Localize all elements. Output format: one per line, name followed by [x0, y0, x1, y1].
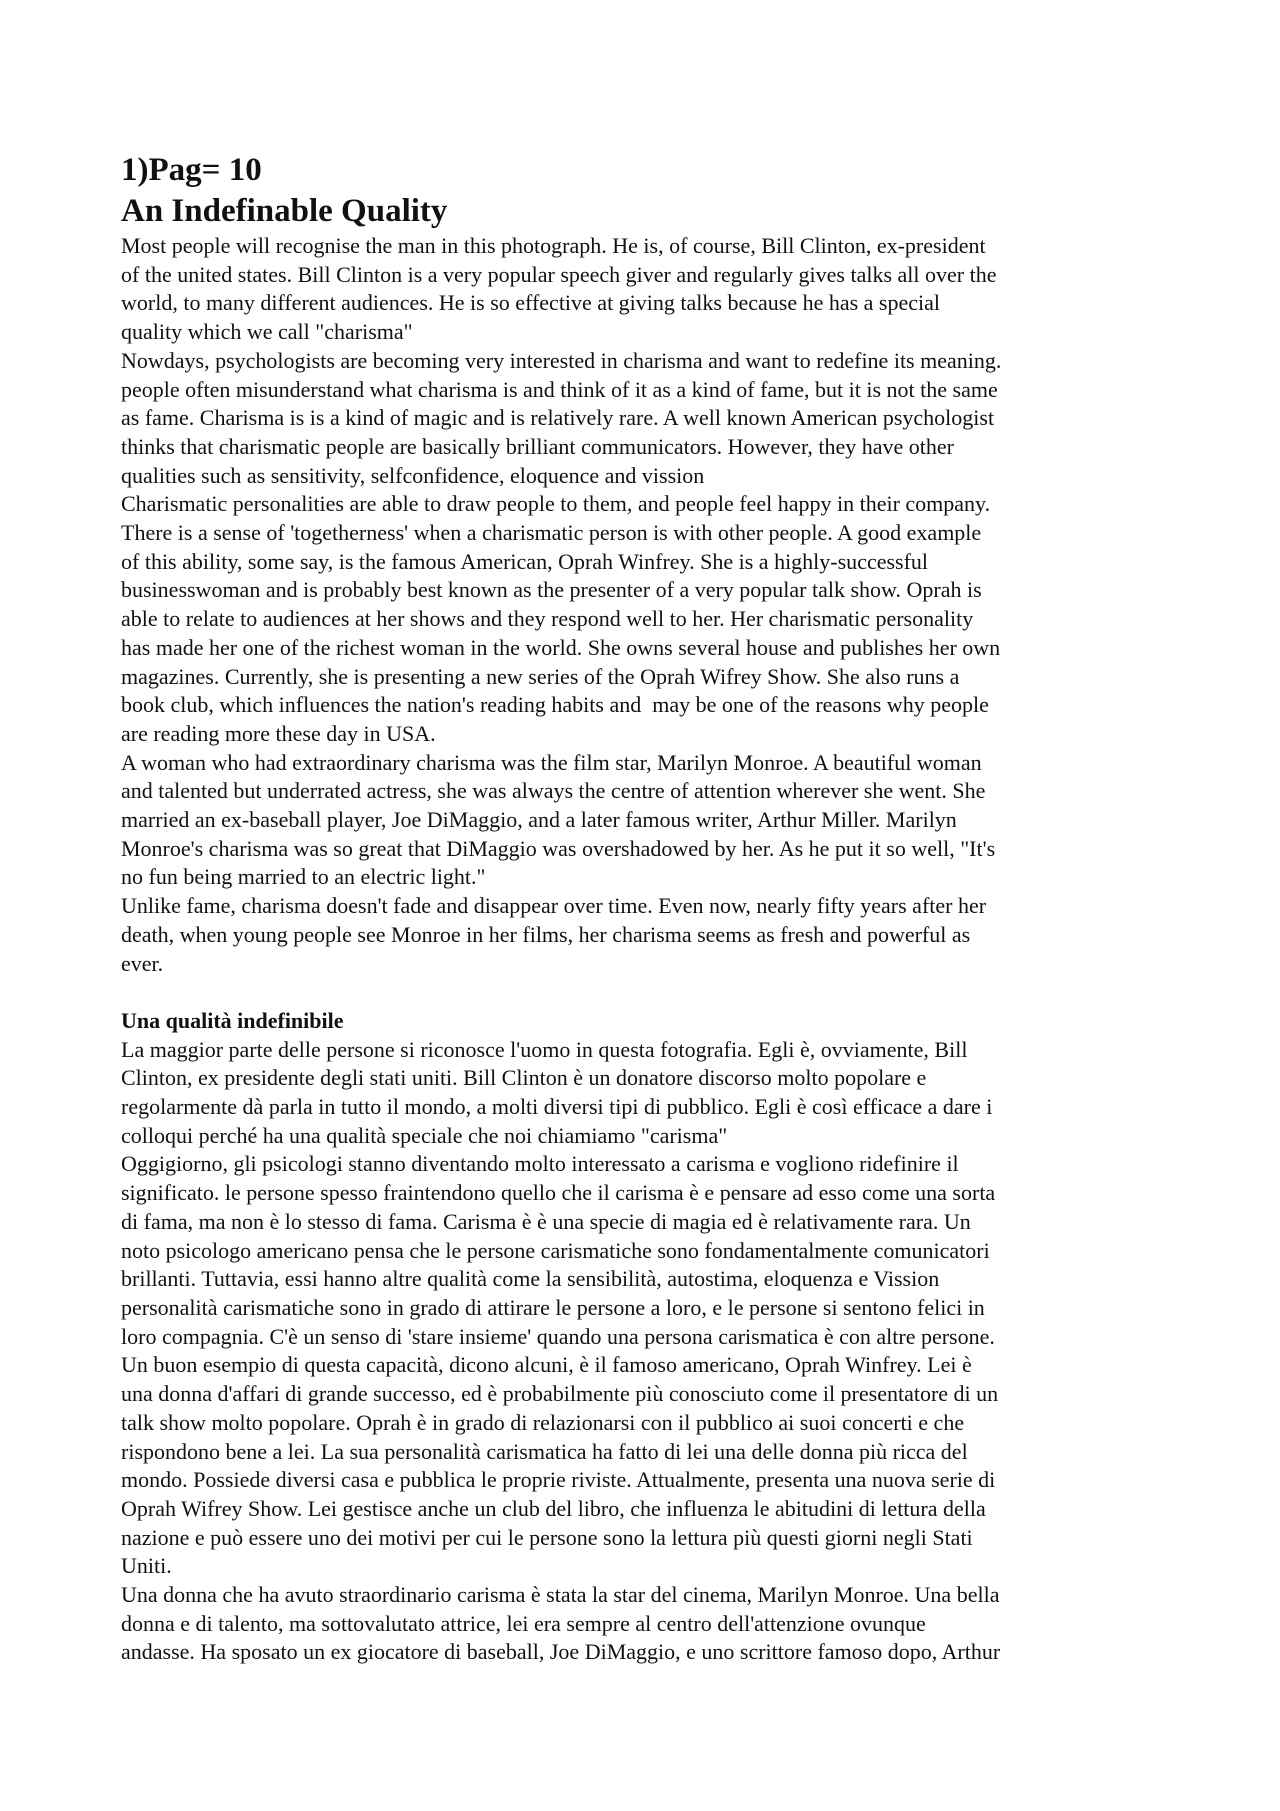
english-title: An Indefinable Quality: [121, 193, 448, 229]
english-paragraph: Nowdays, psychologists are becoming very interested in charisma and want to redefine its meaning. people often misunderstand what charisma is and think of it as a kind of fame, but it is not the same as fame. Charisma is is a kind of magic and is relatively rare. A well known American psychologist thinks that charismatic people are basically brilliant communicators. However, they have other qualities such as sensitivity, selfconfidence, eloquence and vission: [121, 347, 1002, 488]
english-paragraph: Charismatic personalities are able to draw people to them, and people feel happy in their company. There is a sense of 'togetherness' when a charismatic person is with other people. A good example of this ability, some say, is the famous American, Oprah Winfrey. She is a highly-successful businesswoman and is probably best known as the presenter of a very popular talk show. Oprah is able to relate to audiences at her shows and they respond well to her. Her charismatic personality has made her one of the richest woman in the world. She owns several house and publishes her own magazines. Currently, she is presenting a new series of the Oprah Wifrey Show. She also runs a book club, which influences the nation's reading habits and may be one of the reasons why people are reading more these day in USA.: [121, 491, 1001, 746]
document-page: [121, 150, 1161, 1667]
page-reference-heading: 1)Pag= 10: [121, 152, 262, 188]
english-paragraph: Most people will recognise the man in this photograph. He is, of course, Bill Clinton, ex-president of the united states. Bill Clinton is a very popular speech giver and regularly gives talks all over the world, to many different audiences. He is so effective at giving talks because he has a special quality which we call "charisma": [121, 233, 997, 345]
english-paragraph: Unlike fame, charisma doesn't fade and disappear over time. Even now, nearly fifty years after her death, when young people see Monroe in her films, her charisma seems as fresh and powerful as ever.: [121, 893, 987, 976]
italian-paragraph: Una donna che ha avuto straordinario carisma è stata la star del cinema, Marilyn Monroe. Una bella donna e di talento, ma sottovalutato attrice, lei era sempre al centro dell'attenzione ovunque andasse. Ha sposato un ex giocatore di baseball, Joe DiMaggio, e uno scrittore famoso dopo, Arthur: [121, 1582, 1001, 1665]
italian-title: Una qualità indefinibile: [121, 1007, 344, 1033]
italian-paragraph: La maggior parte delle persone si riconosce l'uomo in questa fotografia. Egli è, ovviamente, Bill Clinton, ex presidente degli stati uniti. Bill Clinton è un donatore discorso molto popolare e regolarmente dà parla in tutto il mondo, a molti diversi tipi di pubblico. Egli è così efficace a dare i colloqui perché ha una qualità speciale che noi chiamiamo "carisma": [121, 1036, 993, 1148]
english-paragraph: A woman who had extraordinary charisma was the film star, Marilyn Monroe. A beautiful woman and talented but underrated actress, she was always the centre of attention wherever she went. She married an ex-baseball player, Joe DiMaggio, and a later famous writer, Arthur Miller. Marilyn Monroe's charisma was so great that DiMaggio was overshadowed by her. As he put it so well, "It's no fun being married to an electric light.": [121, 749, 996, 890]
italian-paragraph: Oggigiorno, gli psicologi stanno diventando molto interessato a carisma e vogliono ridefinire il significato. le persone spesso fraintendono quello che il carisma è e pensare ad esso come una sorta di fama, ma non è lo stesso di fama. Carisma è è una specie di magia ed è relativamente rara. Un noto psicologo americano pensa che le persone carismatiche sono fondamentalmente comunicatori brillanti. Tuttavia, essi hanno altre qualità come la sensibilità, autostima, eloquenza e Vission personalità carismatiche sono in grado di attirare le persone a loro, e le persone si sentono felici in loro compagnia. C'è un senso di 'stare insieme' quando una persona carismatica è con altre persone. Un buon esempio di questa capacità, dicono alcuni, è il famoso americano, Oprah Winfrey. Lei è una donna d'affari di grande successo, ed è probabilmente più conosciuto come il presentatore di un talk show molto popolare. Oprah è in grado di relazionarsi con il pubblico ai suoi concerti e che rispondono bene a lei. La sua personalità carismatica ha fatto di lei una delle donna più ricca del mondo. Possiede diversi casa e pubblica le proprie riviste. Attualmente, presenta una nuova serie di Oprah Wifrey Show. Lei gestisce anche un club del libro, che influenza le abitudini di lettura della nazione e può essere uno dei motivi per cui le persone sono la lettura più questi giorni negli Stati Uniti.: [121, 1151, 999, 1579]
section-spacer: [121, 978, 1161, 1007]
